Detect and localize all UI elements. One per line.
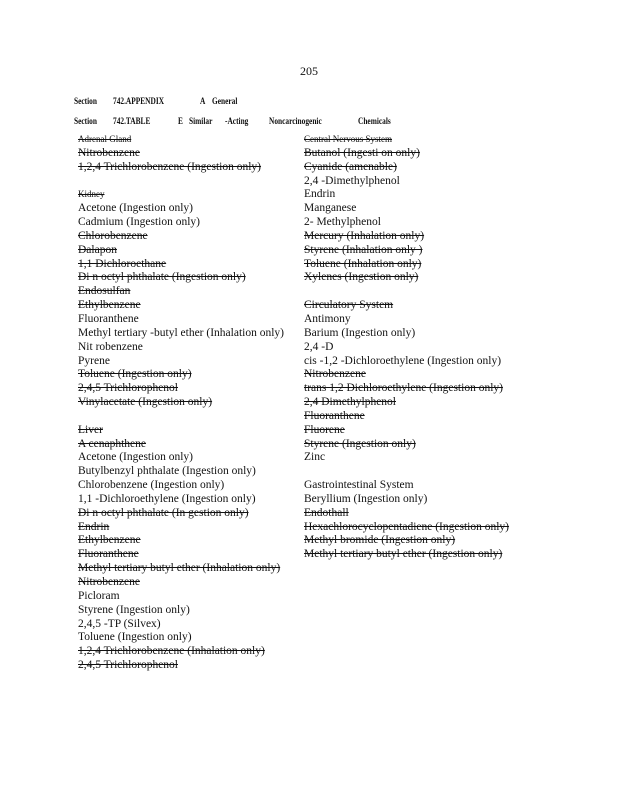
header-section-label: Section	[74, 96, 97, 106]
chemical-entry: Barium (Ingestion only)	[304, 326, 416, 339]
chemical-entry: Endrin	[78, 520, 110, 533]
chemical-entry: Pyrene	[78, 354, 110, 367]
chemical-entry: Toluene (Ingestion only)	[78, 368, 192, 381]
chemical-entry: Zinc	[304, 451, 326, 464]
chemical-entry: Di n octyl phthalate (In gestion only)	[78, 506, 249, 519]
chemical-entry: cis -1,2 -Dichloroethylene (Ingestion only)	[304, 354, 502, 367]
chemical-entry: Dalapon	[78, 243, 117, 256]
chemical-entry: A cenaphthene	[78, 437, 147, 450]
chemical-entry: Central Nervous System	[304, 134, 392, 144]
chemical-entry: Acetone (Ingestion only)	[78, 202, 193, 215]
blank-line	[78, 175, 284, 189]
chemical-entry: Nitrobenzene	[304, 368, 366, 381]
chemical-entry: Endothall	[304, 506, 349, 519]
chemical-entry: trans 1,2 Dichloroethylene (Ingestion only)	[304, 382, 503, 395]
chemical-entry: Chlorobenzene	[78, 229, 148, 242]
chemical-entry: Adrenal Gland	[78, 134, 132, 144]
chemical-entry: Toluene (Inhalation only)	[304, 257, 422, 270]
chemical-entry: Styrene (Ingestion only)	[78, 603, 190, 616]
chemical-entry: Nitrobenzene	[78, 146, 140, 159]
chemical-entry: Gastrointestinal System	[304, 479, 414, 492]
chemical-entry: Fluorene	[304, 423, 345, 436]
chemical-entry: Ethylbenzene	[78, 534, 141, 547]
blank-line	[304, 285, 509, 299]
chemical-entry: Hexachlorocyclopentadiene (Ingestion only)	[304, 520, 510, 533]
chemical-entry: Butylbenzyl phthalate (Ingestion only)	[78, 465, 256, 478]
chemical-entry: Toluene (Ingestion only)	[78, 631, 192, 644]
chemical-entry: Methyl tertiary butyl ether (Ingestion only)	[304, 548, 503, 561]
chemical-entry: Styrene (Inhalation only )	[304, 243, 423, 256]
chemical-entry: Fluoranthene	[78, 548, 139, 561]
chemical-entry: Endosulfan	[78, 285, 131, 298]
chemical-entry: Kidney	[78, 189, 105, 200]
chemical-entry: Nitrobenzene	[78, 576, 140, 588]
blank-line	[304, 465, 509, 479]
chemical-entry: Picloram	[78, 589, 120, 602]
header-section-number: 742.APPENDIX	[113, 96, 165, 106]
chemical-entry: Methyl tertiary butyl ether (Inhalation only)	[78, 562, 281, 575]
chemical-entry: Mercury (Inhalation only)	[304, 229, 425, 242]
chemical-entry: Vinylacetate (Ingestion only)	[78, 396, 213, 409]
chemical-entry: 2,4 -D	[304, 340, 334, 353]
header-appendix-title: General	[212, 96, 238, 106]
page-number: 205	[300, 64, 318, 78]
blank-line	[78, 410, 284, 424]
chemical-entry: Cyanide (amenable)	[304, 160, 397, 173]
header-word-similar: Similar	[189, 116, 213, 126]
chemical-entry: 2,4,5 Trichlorophenol	[78, 659, 178, 672]
header-word-chemicals: Chemicals	[358, 116, 391, 126]
chemical-entry: Fluoranthene	[78, 312, 139, 325]
chemical-entry: 1,2,4 Trichlorobenzene (Ingestion only)	[78, 160, 262, 173]
chemical-entry: Butanol (Ingesti on only)	[304, 146, 420, 159]
header-table-number: 742.TABLE	[113, 116, 151, 126]
chemical-entry: 2- Methylphenol	[304, 216, 381, 229]
chemical-entry: Fluoranthene	[304, 409, 365, 422]
chemical-entry: Methyl tertiary -butyl ether (Inhalation only)	[78, 326, 284, 339]
chemical-entry: Xylenes (Ingestion only)	[304, 271, 419, 284]
chemical-entry: 1,1 Dichloroethane	[78, 257, 167, 270]
chemical-entry: Chlorobenzene (Ingestion only)	[78, 479, 225, 492]
chemical-entry: Styrene (Ingestion only)	[304, 437, 416, 450]
chemical-entry: 1,1 -Dichloroethylene (Ingestion only)	[78, 492, 256, 505]
chemical-entry: Liver	[78, 423, 103, 436]
chemical-entry: Ethylbenzene	[78, 299, 141, 312]
chemical-entry: 2,4,5 -TP (Silvex)	[78, 617, 161, 630]
chemical-entry: 2,4,5 Trichlorophenol	[78, 382, 178, 395]
chemical-entry: Beryllium (Ingestion only)	[304, 492, 428, 505]
chemical-entry: 2,4 Dimethylphenol	[304, 396, 396, 409]
chemical-entry: 1,2,4 Trichlorobenzene (Inhalation only)	[78, 645, 265, 658]
chemical-entry: Circulatory System	[304, 299, 394, 312]
chemical-entry: 2,4 -Dimethylphenol	[304, 174, 400, 187]
header-word-acting: -Acting	[225, 116, 249, 126]
header-section-label-2: Section	[74, 116, 97, 126]
chemical-entry: Manganese	[304, 202, 357, 215]
chemical-entry: Acetone (Ingestion only)	[78, 451, 193, 464]
header-appendix-letter: A	[200, 96, 206, 106]
chemical-entry: Di n octyl phthalate (Ingestion only)	[78, 271, 246, 284]
chemical-entry: Endrin	[304, 188, 336, 201]
chemical-entry: Nit robenzene	[78, 340, 143, 353]
right-column	[304, 133, 509, 562]
chemical-entry: Antimony	[304, 312, 351, 325]
chemical-entry: Methyl bromide (Ingestion only)	[304, 534, 456, 547]
header-word-noncarcinogenic: Noncarcinogenic	[269, 116, 322, 126]
left-column	[78, 133, 284, 673]
header-table-letter: E	[178, 116, 183, 126]
chemical-entry: Cadmium (Ingestion only)	[78, 216, 201, 229]
